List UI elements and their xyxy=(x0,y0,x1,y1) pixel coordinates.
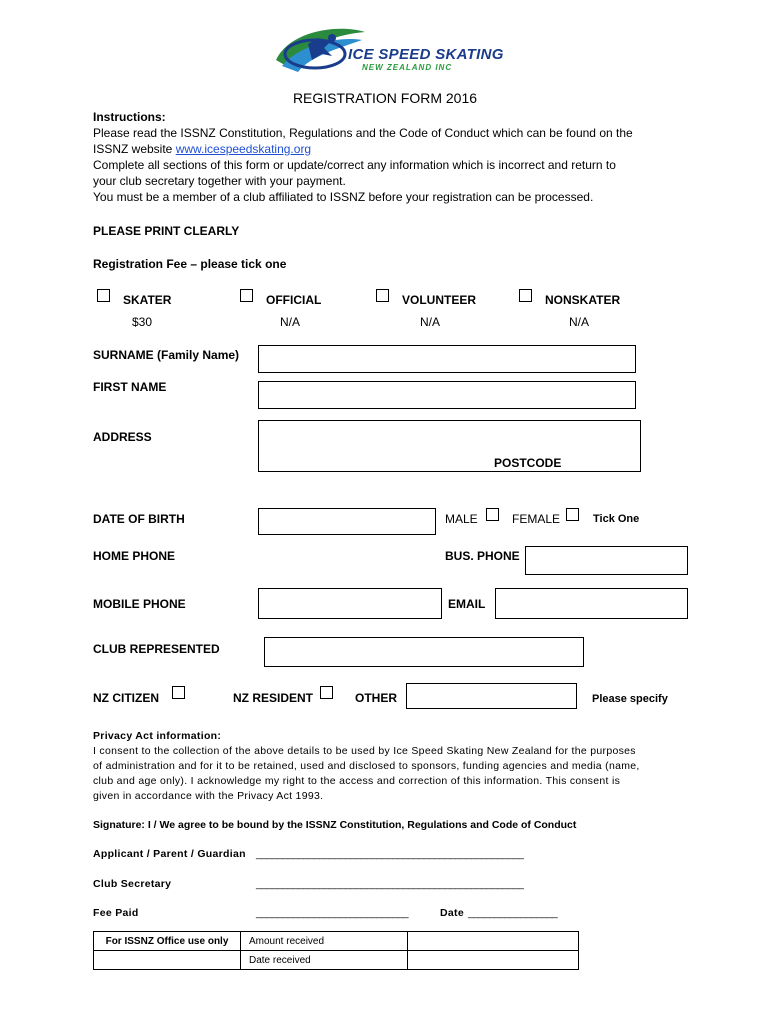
nz-citizen-label: NZ CITIZEN xyxy=(93,691,159,705)
date-line[interactable]: _________________ xyxy=(468,907,558,919)
bus-phone-label: BUS. PHONE xyxy=(445,549,520,563)
instructions-line2: ISSNZ website www.icespeedskating.org xyxy=(93,142,312,156)
skater-checkbox[interactable] xyxy=(97,289,110,302)
table-row xyxy=(94,951,579,970)
print-clearly: PLEASE PRINT CLEARLY xyxy=(93,224,240,238)
surname-label: SURNAME (Family Name) xyxy=(93,348,240,362)
club-secretary-line[interactable]: ___________________________________________________ xyxy=(256,878,524,890)
bus-phone-field[interactable] xyxy=(525,546,688,575)
privacy-line1: I consent to the collection of the above details to be used by Ice Speed Skating New Zealand for the purposes xyxy=(93,745,636,757)
logo xyxy=(270,22,510,78)
dob-label: DATE OF BIRTH xyxy=(93,512,185,526)
postcode-label: POSTCODE xyxy=(494,456,562,470)
female-label: FEMALE xyxy=(512,512,561,526)
logo-line2: NEW ZEALAND INC xyxy=(362,63,453,72)
nz-resident-label: NZ RESIDENT xyxy=(233,691,314,705)
nz-citizen-checkbox[interactable] xyxy=(172,686,185,699)
applicant-label: Applicant / Parent / Guardian xyxy=(93,848,246,860)
dob-field[interactable] xyxy=(258,508,436,535)
privacy-section xyxy=(93,729,713,804)
fee-price-skater: $30 xyxy=(132,315,153,329)
nonskater-checkbox[interactable] xyxy=(519,289,532,302)
privacy-heading: Privacy Act information: xyxy=(93,730,222,742)
other-field[interactable] xyxy=(406,683,577,709)
male-label: MALE xyxy=(445,512,478,526)
club-label: CLUB REPRESENTED xyxy=(93,642,220,656)
first-name-label: FIRST NAME xyxy=(93,380,167,394)
volunteer-checkbox[interactable] xyxy=(376,289,389,302)
instructions-line3: Complete all sections of this form or update/correct any information which is incorrect and return to xyxy=(93,158,616,172)
office-empty-cell xyxy=(94,951,241,970)
male-checkbox[interactable] xyxy=(486,508,499,521)
mobile-phone-field[interactable] xyxy=(258,588,442,619)
table-row xyxy=(94,932,579,951)
instructions-line1: Please read the ISSNZ Constitution, Regulations and the Code of Conduct which can be found on the xyxy=(93,126,633,140)
instructions-line5: You must be a member of a club affiliated to ISSNZ before your registration can be processed. xyxy=(93,190,594,204)
logo-line1: ICE SPEED SKATING xyxy=(348,46,504,63)
nz-resident-checkbox[interactable] xyxy=(320,686,333,699)
fee-label-volunteer: VOLUNTEER xyxy=(402,293,477,307)
address-label: ADDRESS xyxy=(93,430,152,444)
privacy-line3: club and age only). I acknowledge my right to the access and correction of this information. This consent is xyxy=(93,775,621,787)
fee-label-official: OFFICIAL xyxy=(266,293,322,307)
fee-paid-label: Fee Paid xyxy=(93,907,139,919)
website-link[interactable]: www.icespeedskating.org xyxy=(175,142,312,156)
page-title: REGISTRATION FORM 2016 xyxy=(292,90,478,106)
applicant-signature-line[interactable]: ___________________________________________________ xyxy=(256,848,524,860)
instructions-line4: your club secretary together with your payment. xyxy=(93,174,346,188)
amount-received-label: Amount received xyxy=(241,932,408,951)
email-label: EMAIL xyxy=(448,597,486,611)
surname-field[interactable] xyxy=(258,345,636,373)
fee-paid-line[interactable]: _____________________________ xyxy=(256,907,408,919)
date-label: Date xyxy=(440,907,464,919)
fee-price-nonskater: N/A xyxy=(569,315,590,329)
amount-received-value[interactable] xyxy=(408,932,579,951)
other-label: OTHER xyxy=(355,691,397,705)
instructions-heading: Instructions: xyxy=(93,110,166,124)
privacy-line2: of administration and for it to be retained, used and disclosed to sponsors, funding agencies and media (name, xyxy=(93,760,640,772)
mobile-phone-label: MOBILE PHONE xyxy=(93,597,186,611)
official-checkbox[interactable] xyxy=(240,289,253,302)
club-field[interactable] xyxy=(264,637,584,667)
female-checkbox[interactable] xyxy=(566,508,579,521)
privacy-line4: given in accordance with the Privacy Act 1993. xyxy=(93,790,324,802)
date-received-value[interactable] xyxy=(408,951,579,970)
home-phone-label: HOME PHONE xyxy=(93,549,176,563)
fee-price-volunteer: N/A xyxy=(420,315,441,329)
office-use-table xyxy=(93,931,579,970)
email-field[interactable] xyxy=(495,588,688,619)
fee-label-skater: SKATER xyxy=(123,293,172,307)
date-received-label: Date received xyxy=(241,951,408,970)
office-use-label: For ISSNZ Office use only xyxy=(94,932,241,951)
instructions xyxy=(93,109,713,205)
club-secretary-label: Club Secretary xyxy=(93,878,172,890)
first-name-field[interactable] xyxy=(258,381,636,409)
fee-price-official: N/A xyxy=(280,315,301,329)
fee-heading: Registration Fee – please tick one xyxy=(93,257,287,271)
signature-heading: Signature: I / We agree to be bound by the ISSNZ Constitution, Regulations and Code of Conduct xyxy=(93,819,577,831)
please-specify-label: Please specify xyxy=(592,693,668,705)
address-field[interactable] xyxy=(258,420,641,472)
tick-one-label: Tick One xyxy=(593,513,640,525)
fee-label-nonskater: NONSKATER xyxy=(545,293,621,307)
